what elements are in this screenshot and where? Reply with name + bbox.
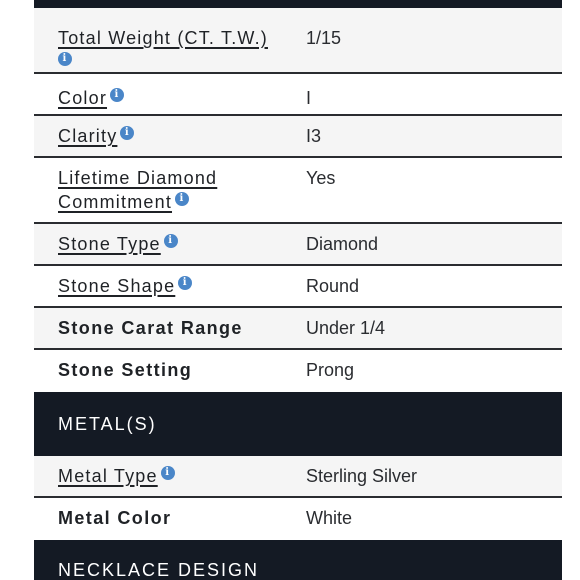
info-icon[interactable]: i: [161, 466, 175, 480]
spec-value: I: [306, 88, 312, 108]
spec-label-link[interactable]: Metal Type: [58, 466, 158, 486]
spec-label: Stone Carat Range: [58, 318, 243, 338]
spec-label-cell: [34, 8, 282, 74]
spec-label-cell: [34, 266, 282, 298]
spec-value: Round: [306, 276, 360, 296]
spec-value: Under 1/4: [306, 318, 386, 338]
specifications-table: [34, 0, 562, 580]
spec-value: White: [306, 508, 353, 528]
spec-row-total-weight: [34, 8, 562, 74]
info-icon[interactable]: i: [110, 88, 124, 102]
spec-row-color: [34, 74, 562, 116]
spec-value: Yes: [306, 168, 336, 188]
spec-value: Prong: [306, 360, 355, 380]
spec-label-cell: [34, 456, 282, 488]
spec-label: Stone Setting: [58, 360, 193, 380]
spec-row-stone-type: [34, 224, 562, 266]
spec-value: I3: [306, 126, 322, 146]
spec-value: Sterling Silver: [306, 466, 418, 486]
spec-label-cell: [34, 224, 282, 256]
spec-label-link[interactable]: Total Weight (CT. T.W.): [58, 28, 268, 48]
info-icon[interactable]: i: [178, 276, 192, 290]
spec-label-cell: [34, 158, 282, 214]
info-icon[interactable]: i: [175, 192, 189, 206]
spec-label-cell: [34, 74, 282, 110]
info-icon[interactable]: i: [120, 126, 134, 140]
spec-label-link[interactable]: Clarity: [58, 126, 118, 146]
spec-row-lifetime-commitment: [34, 158, 562, 224]
info-icon[interactable]: i: [58, 52, 72, 66]
spec-row-stone-setting: [34, 350, 562, 392]
spec-row-stone-shape: [34, 266, 562, 308]
section-header-top: [34, 0, 562, 8]
spec-row-carat-range: [34, 308, 562, 350]
spec-value: 1/15: [306, 28, 342, 48]
spec-label-cell: [34, 116, 282, 148]
spec-label-link[interactable]: Stone Shape: [58, 276, 176, 296]
section-header-necklace-design: [34, 540, 562, 580]
section-title: METAL(S): [58, 413, 157, 434]
spec-label: Metal Color: [58, 508, 172, 528]
spec-label-link[interactable]: Color: [58, 88, 108, 108]
spec-row-metal-type: [34, 456, 562, 498]
spec-label-link[interactable]: Stone Type: [58, 234, 161, 254]
section-title: NECKLACE DESIGN: [58, 560, 260, 580]
spec-value: Diamond: [306, 234, 379, 254]
spec-row-metal-color: [34, 498, 562, 540]
section-header-metals: [34, 392, 562, 456]
info-icon[interactable]: i: [164, 234, 178, 248]
spec-row-clarity: [34, 116, 562, 158]
spec-label-link[interactable]: Lifetime Diamond Commitment: [58, 168, 218, 212]
